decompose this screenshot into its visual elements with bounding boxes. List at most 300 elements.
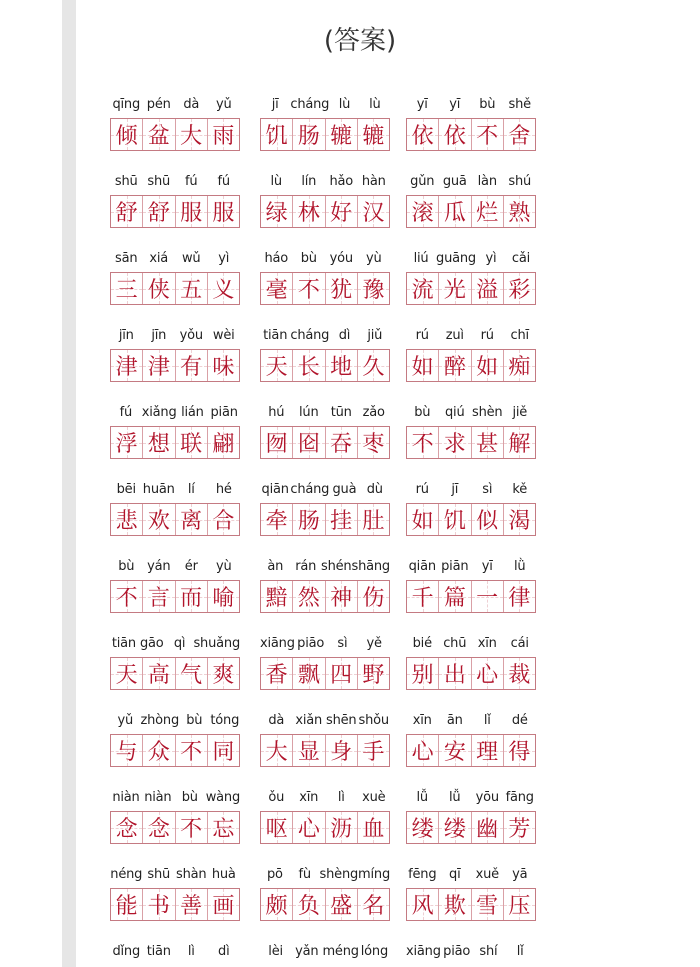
pinyin-syllable: shū xyxy=(147,867,171,882)
pinyin-syllable: yóu xyxy=(329,251,353,266)
character-box xyxy=(111,196,143,227)
hanzi-character: 别 xyxy=(411,663,434,688)
character-box xyxy=(261,889,293,920)
character-box xyxy=(208,119,239,150)
idiom-item xyxy=(260,704,390,767)
character-box xyxy=(176,119,208,150)
hanzi-character: 雪 xyxy=(476,894,499,919)
idiom-item xyxy=(260,319,390,382)
character-box xyxy=(504,889,535,920)
pinyin-line xyxy=(110,473,240,503)
hanzi-character: 缕 xyxy=(411,817,434,842)
pinyin-line xyxy=(406,858,536,888)
character-box xyxy=(176,273,208,304)
pinyin-syllable: guà xyxy=(332,482,357,497)
character-box xyxy=(358,812,389,843)
hanzi-character: 翩 xyxy=(212,432,235,457)
hanzi-character: 沥 xyxy=(330,817,353,842)
character-box xyxy=(326,889,358,920)
character-box xyxy=(439,196,471,227)
tianzige-boxes xyxy=(110,349,240,382)
hanzi-character: 而 xyxy=(180,586,203,611)
character-box xyxy=(504,196,535,227)
pinyin-syllable: shèng xyxy=(319,867,359,882)
character-box xyxy=(176,581,208,612)
character-box xyxy=(111,812,143,843)
hanzi-character: 喻 xyxy=(212,586,235,611)
hanzi-character: 烂 xyxy=(476,201,499,226)
pinyin-syllable: dà xyxy=(183,97,200,112)
hanzi-character: 气 xyxy=(180,663,203,688)
character-box xyxy=(407,350,439,381)
pinyin-syllable: zhòng xyxy=(140,713,180,728)
pinyin-syllable: àn xyxy=(267,559,284,574)
character-box xyxy=(472,504,504,535)
character-box xyxy=(504,350,535,381)
pinyin-syllable: yě xyxy=(366,636,382,651)
pinyin-syllable: xiǎn xyxy=(295,713,323,728)
hanzi-character: 天 xyxy=(115,663,138,688)
hanzi-character: 爽 xyxy=(212,663,235,688)
pinyin-syllable: shàn xyxy=(176,867,207,882)
hanzi-character: 囵 xyxy=(297,432,320,457)
hanzi-character: 津 xyxy=(147,355,170,380)
character-box xyxy=(407,504,439,535)
pinyin-line xyxy=(260,242,390,272)
hanzi-character: 大 xyxy=(180,124,203,149)
pinyin-syllable: shén xyxy=(321,559,352,574)
character-box xyxy=(358,504,389,535)
hanzi-character: 离 xyxy=(180,509,203,534)
hanzi-character: 枣 xyxy=(362,432,385,457)
character-box xyxy=(293,427,325,458)
pinyin-syllable: lǐ xyxy=(483,713,491,728)
character-box xyxy=(472,658,504,689)
hanzi-character: 呕 xyxy=(265,817,288,842)
tianzige-boxes xyxy=(110,503,240,536)
idiom-item xyxy=(260,781,390,844)
hanzi-character: 显 xyxy=(297,740,320,765)
character-box xyxy=(176,350,208,381)
idiom-item xyxy=(260,165,390,228)
pinyin-line xyxy=(406,242,536,272)
character-box xyxy=(293,889,325,920)
idiom-row xyxy=(110,396,540,473)
pinyin-syllable: xiāng xyxy=(406,944,441,959)
pinyin-syllable: shèn xyxy=(472,405,503,420)
hanzi-character: 盆 xyxy=(147,124,170,149)
hanzi-character: 高 xyxy=(147,663,170,688)
hanzi-character: 义 xyxy=(212,278,235,303)
pinyin-syllable: lèi xyxy=(268,944,283,959)
idiom-item xyxy=(260,935,390,965)
idiom-item xyxy=(110,165,240,228)
tianzige-boxes xyxy=(406,349,536,382)
idiom-row xyxy=(110,627,540,704)
pinyin-syllable: cǎi xyxy=(511,251,531,266)
character-box xyxy=(326,504,358,535)
pinyin-syllable: yǔ xyxy=(117,713,134,728)
hanzi-character: 同 xyxy=(212,740,235,765)
character-box xyxy=(208,196,239,227)
pinyin-syllable: sì xyxy=(482,482,493,497)
idiom-row xyxy=(110,858,540,935)
tianzige-boxes xyxy=(110,580,240,613)
pinyin-line xyxy=(110,781,240,811)
tianzige-boxes xyxy=(110,811,240,844)
pinyin-syllable: shū xyxy=(114,174,138,189)
tianzige-boxes xyxy=(260,503,390,536)
answer-subtitle: (答案) xyxy=(323,26,397,56)
character-box xyxy=(261,119,293,150)
character-box xyxy=(293,658,325,689)
character-box xyxy=(504,812,535,843)
pinyin-syllable: gǔn xyxy=(410,174,435,189)
pinyin-syllable: lí xyxy=(187,482,195,497)
pinyin-syllable: sì xyxy=(337,636,348,651)
tianzige-boxes xyxy=(110,888,240,921)
pinyin-syllable: jī xyxy=(271,97,279,112)
pinyin-syllable: jiě xyxy=(512,405,528,420)
tianzige-boxes xyxy=(406,580,536,613)
character-box xyxy=(143,812,175,843)
character-box xyxy=(261,581,293,612)
hanzi-character: 舒 xyxy=(147,201,170,226)
character-box xyxy=(176,504,208,535)
idiom-item xyxy=(110,396,240,459)
tianzige-boxes xyxy=(110,426,240,459)
hanzi-character: 痴 xyxy=(508,355,531,380)
pinyin-syllable: lù xyxy=(270,174,282,189)
hanzi-character: 幽 xyxy=(476,817,499,842)
pinyin-syllable: hé xyxy=(215,482,232,497)
pinyin-line xyxy=(260,781,390,811)
pinyin-syllable: fú xyxy=(185,174,198,189)
idiom-item xyxy=(406,858,536,921)
pinyin-syllable: chū xyxy=(443,636,467,651)
pinyin-syllable: hú xyxy=(268,405,285,420)
pinyin-syllable: liú xyxy=(413,251,429,266)
character-box xyxy=(293,119,325,150)
character-box xyxy=(293,812,325,843)
character-box xyxy=(326,350,358,381)
pinyin-syllable: tiān xyxy=(111,636,136,651)
hanzi-character: 然 xyxy=(297,586,320,611)
hanzi-character: 合 xyxy=(212,509,235,534)
pinyin-syllable: huān xyxy=(142,482,175,497)
character-box xyxy=(407,889,439,920)
hanzi-character: 绿 xyxy=(265,201,288,226)
pinyin-syllable: dì xyxy=(338,328,351,343)
character-box xyxy=(261,273,293,304)
tianzige-boxes xyxy=(260,349,390,382)
pinyin-line xyxy=(406,935,536,965)
hanzi-character: 求 xyxy=(443,432,466,457)
hanzi-character: 一 xyxy=(476,586,499,611)
hanzi-character: 似 xyxy=(476,509,499,534)
character-box xyxy=(293,504,325,535)
character-box xyxy=(111,504,143,535)
pinyin-line xyxy=(260,627,390,657)
tianzige-boxes xyxy=(260,888,390,921)
tianzige-boxes xyxy=(260,580,390,613)
pinyin-syllable: tóng xyxy=(210,713,240,728)
character-box xyxy=(504,581,535,612)
character-box xyxy=(326,427,358,458)
pinyin-syllable: yù xyxy=(215,559,232,574)
pinyin-syllable: xīn xyxy=(412,713,432,728)
hanzi-character: 盛 xyxy=(330,894,353,919)
idiom-item xyxy=(406,396,536,459)
pinyin-syllable: xīn xyxy=(299,790,319,805)
character-box xyxy=(472,889,504,920)
pinyin-line xyxy=(110,858,240,888)
pinyin-line xyxy=(406,550,536,580)
tianzige-boxes xyxy=(110,657,240,690)
pinyin-syllable: yōu xyxy=(475,790,499,805)
character-box xyxy=(143,735,175,766)
tianzige-boxes xyxy=(406,195,536,228)
pinyin-line xyxy=(406,704,536,734)
hanzi-character: 缕 xyxy=(443,817,466,842)
pinyin-syllable: guā xyxy=(442,174,467,189)
idiom-item xyxy=(406,242,536,305)
hanzi-character: 依 xyxy=(443,124,466,149)
hanzi-character: 念 xyxy=(147,817,170,842)
hanzi-character: 挂 xyxy=(330,509,353,534)
idiom-item xyxy=(406,781,536,844)
hanzi-character: 手 xyxy=(362,740,385,765)
hanzi-character: 如 xyxy=(411,509,434,534)
idiom-item xyxy=(110,627,240,690)
character-box xyxy=(439,504,471,535)
hanzi-character: 不 xyxy=(411,432,434,457)
pinyin-syllable: néng xyxy=(110,867,143,882)
pinyin-syllable: ān xyxy=(446,713,463,728)
pinyin-syllable: dì xyxy=(218,944,230,959)
character-box xyxy=(111,119,143,150)
character-box xyxy=(472,119,504,150)
tianzige-boxes xyxy=(110,118,240,151)
pinyin-syllable: rú xyxy=(415,482,429,497)
pinyin-syllable: dǐng xyxy=(112,944,141,959)
pinyin-line xyxy=(406,88,536,118)
hanzi-character: 篇 xyxy=(443,586,466,611)
character-box xyxy=(143,658,175,689)
hanzi-character: 理 xyxy=(476,740,499,765)
hanzi-character: 吞 xyxy=(330,432,353,457)
hanzi-character: 不 xyxy=(180,740,203,765)
pinyin-syllable: lù xyxy=(369,97,381,112)
pinyin-syllable: lóng xyxy=(360,944,389,959)
hanzi-character: 压 xyxy=(508,894,531,919)
pinyin-syllable: fù xyxy=(298,867,311,882)
pinyin-line xyxy=(406,473,536,503)
idiom-item xyxy=(406,935,536,965)
character-box xyxy=(143,196,175,227)
character-box xyxy=(358,581,389,612)
character-box xyxy=(176,196,208,227)
hanzi-character: 不 xyxy=(180,817,203,842)
character-box xyxy=(472,427,504,458)
pinyin-syllable: yǒu xyxy=(179,328,203,343)
idiom-item xyxy=(260,88,390,151)
hanzi-character: 舍 xyxy=(508,124,531,149)
idiom-item xyxy=(406,165,536,228)
idiom-item xyxy=(110,704,240,767)
pinyin-syllable: fú xyxy=(217,174,230,189)
hanzi-character: 有 xyxy=(180,355,203,380)
pinyin-syllable: háo xyxy=(264,251,289,266)
hanzi-character: 辘 xyxy=(330,124,353,149)
pinyin-line xyxy=(406,781,536,811)
idiom-row xyxy=(110,781,540,858)
pinyin-syllable: lún xyxy=(299,405,319,420)
hanzi-character: 流 xyxy=(411,278,434,303)
hanzi-character: 瓜 xyxy=(443,201,466,226)
idiom-row xyxy=(110,550,540,627)
character-box xyxy=(407,581,439,612)
hanzi-character: 醉 xyxy=(443,355,466,380)
pinyin-syllable: bù xyxy=(118,559,135,574)
hanzi-character: 神 xyxy=(330,586,353,611)
pinyin-syllable: yán xyxy=(147,559,171,574)
hanzi-character: 肚 xyxy=(362,509,385,534)
pinyin-line xyxy=(260,396,390,426)
character-box xyxy=(143,581,175,612)
tianzige-boxes xyxy=(110,195,240,228)
idiom-row xyxy=(110,704,540,781)
tianzige-boxes xyxy=(406,426,536,459)
idiom-item xyxy=(406,473,536,536)
pinyin-syllable: xuě xyxy=(475,867,499,882)
pinyin-syllable: lì xyxy=(337,790,345,805)
character-box xyxy=(208,889,239,920)
pinyin-line xyxy=(260,704,390,734)
tianzige-boxes xyxy=(260,426,390,459)
pinyin-syllable: cháng xyxy=(290,482,330,497)
character-box xyxy=(176,889,208,920)
pinyin-syllable: shě xyxy=(508,97,531,112)
pinyin-syllable: méng xyxy=(322,944,359,959)
pinyin-syllable: shǒu xyxy=(358,713,389,728)
character-box xyxy=(439,427,471,458)
hanzi-character: 雨 xyxy=(212,124,235,149)
tianzige-boxes xyxy=(260,734,390,767)
idiom-item xyxy=(110,242,240,305)
pinyin-line xyxy=(406,319,536,349)
idiom-item xyxy=(406,550,536,613)
left-margin-bar xyxy=(62,0,76,967)
pinyin-syllable: fāng xyxy=(505,790,534,805)
character-box xyxy=(111,350,143,381)
character-box xyxy=(439,273,471,304)
hanzi-character: 欢 xyxy=(147,509,170,534)
pinyin-line xyxy=(260,858,390,888)
idiom-item xyxy=(110,858,240,921)
pinyin-syllable: rú xyxy=(415,328,429,343)
idiom-item xyxy=(110,88,240,151)
pinyin-syllable: shú xyxy=(508,174,532,189)
character-box xyxy=(111,658,143,689)
character-box xyxy=(326,735,358,766)
pinyin-line xyxy=(260,935,390,965)
character-box xyxy=(358,658,389,689)
character-box xyxy=(407,735,439,766)
character-box xyxy=(261,735,293,766)
pinyin-syllable: yā xyxy=(512,867,528,882)
hanzi-character: 彩 xyxy=(508,278,531,303)
hanzi-character: 风 xyxy=(411,894,434,919)
tianzige-boxes xyxy=(110,734,240,767)
hanzi-character: 舒 xyxy=(115,201,138,226)
character-box xyxy=(358,119,389,150)
pinyin-line xyxy=(110,165,240,195)
pinyin-line xyxy=(406,165,536,195)
pinyin-syllable: shēn xyxy=(326,713,357,728)
hanzi-character: 饥 xyxy=(443,509,466,534)
hanzi-character: 大 xyxy=(265,740,288,765)
character-box xyxy=(358,427,389,458)
character-box xyxy=(358,273,389,304)
idiom-row xyxy=(110,165,540,242)
idiom-row xyxy=(110,242,540,319)
pinyin-syllable: shū xyxy=(147,174,171,189)
pinyin-line xyxy=(406,396,536,426)
character-box xyxy=(143,504,175,535)
hanzi-character: 善 xyxy=(180,894,203,919)
idiom-item xyxy=(260,858,390,921)
hanzi-character: 负 xyxy=(297,894,320,919)
character-box xyxy=(293,735,325,766)
character-box xyxy=(143,119,175,150)
pinyin-line xyxy=(110,627,240,657)
hanzi-character: 三 xyxy=(115,278,138,303)
hanzi-character: 熟 xyxy=(508,201,531,226)
pinyin-syllable: shí xyxy=(479,944,498,959)
hanzi-character: 饥 xyxy=(265,124,288,149)
idiom-grid xyxy=(110,88,540,967)
pinyin-syllable: zǎo xyxy=(362,405,385,420)
character-box xyxy=(472,735,504,766)
character-box xyxy=(293,273,325,304)
hanzi-character: 滚 xyxy=(411,201,434,226)
character-box xyxy=(439,350,471,381)
character-box xyxy=(358,350,389,381)
hanzi-character: 四 xyxy=(330,663,353,688)
hanzi-character: 不 xyxy=(297,278,320,303)
idiom-row xyxy=(110,88,540,165)
hanzi-character: 得 xyxy=(508,740,531,765)
character-box xyxy=(326,658,358,689)
pinyin-syllable: niàn xyxy=(112,790,140,805)
hanzi-character: 光 xyxy=(443,278,466,303)
hanzi-character: 书 xyxy=(147,894,170,919)
hanzi-character: 天 xyxy=(265,355,288,380)
tianzige-boxes xyxy=(406,272,536,305)
idiom-item xyxy=(406,88,536,151)
pinyin-syllable: lǜ xyxy=(514,559,526,574)
hanzi-character: 津 xyxy=(115,355,138,380)
hanzi-character: 安 xyxy=(443,740,466,765)
pinyin-syllable: tiān xyxy=(146,944,171,959)
pinyin-syllable: tiān xyxy=(263,328,288,343)
pinyin-line xyxy=(260,550,390,580)
pinyin-syllable: lián xyxy=(181,405,204,420)
hanzi-character: 犹 xyxy=(330,278,353,303)
character-box xyxy=(326,273,358,304)
character-box xyxy=(504,504,535,535)
